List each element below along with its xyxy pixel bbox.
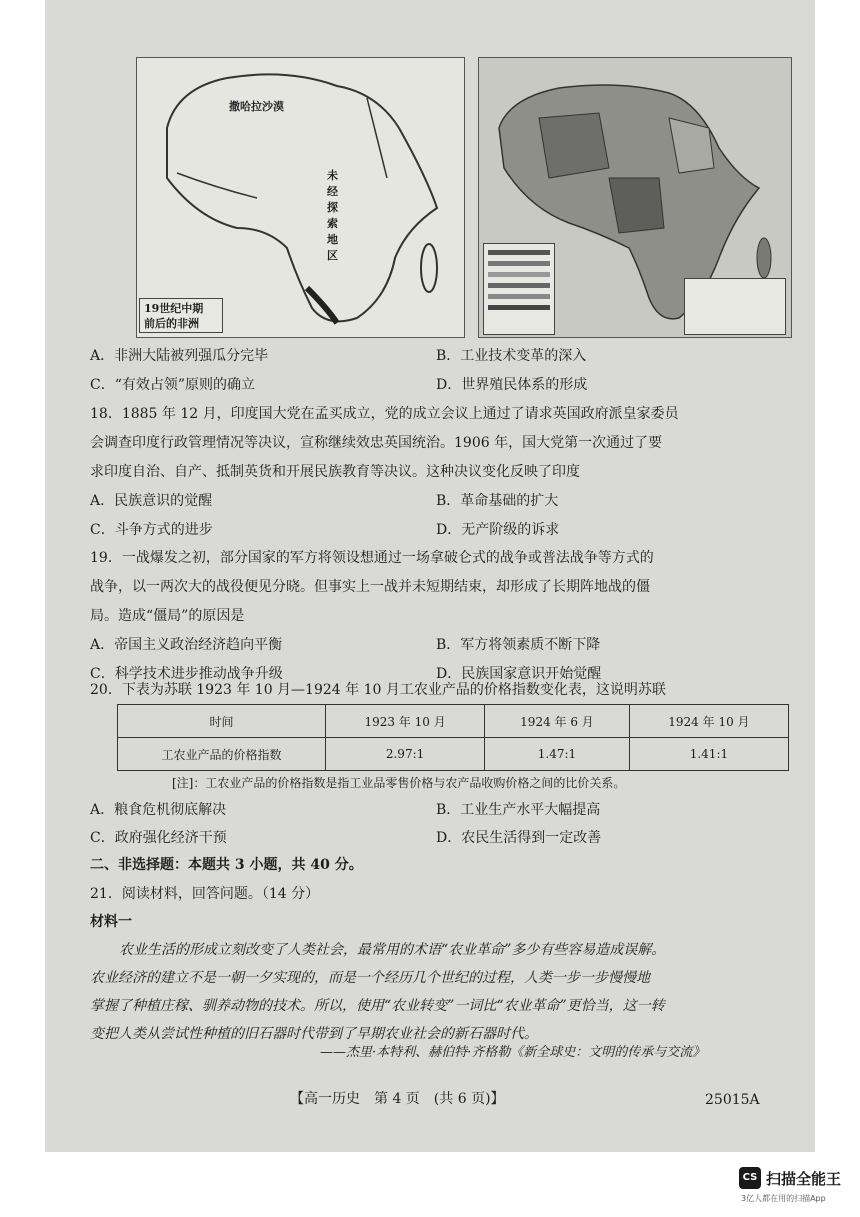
camscanner-name: 扫描全能王 <box>766 1170 842 1188</box>
q19-option-c[interactable]: C．科学技术进步推动战争升级 <box>90 666 283 682</box>
q20-option-a[interactable]: A．粮食危机彻底解决 <box>90 802 227 818</box>
map-inset <box>684 278 786 335</box>
map-caption: 19世纪中期 前后的非洲 <box>139 298 223 333</box>
table-header-cell: 1923 年 10 月 <box>326 705 485 738</box>
q19-option-d[interactable]: D．民族国家意识开始觉醒 <box>436 666 602 682</box>
q17-option-b[interactable]: B．工业技术变革的深入 <box>436 348 587 364</box>
table-row-label: 工农业产品的价格指数 <box>118 738 326 771</box>
material-line-2: 农业经济的建立不是一朝一夕实现的，而是一个经历几个世纪的过程，人类一步一步慢慢地 <box>90 970 650 986</box>
table-header-cell: 时间 <box>118 705 326 738</box>
q17-option-d[interactable]: D．世界殖民体系的形成 <box>436 377 588 393</box>
camscanner-logo-icon: CS <box>739 1167 761 1189</box>
q19-option-a[interactable]: A．帝国主义政治经济趋向平衡 <box>90 637 283 653</box>
q19-stem-line-1: 19．一战爆发之初，部分国家的军方将领设想通过一场拿破仑式的战争或普法战争等方式的 <box>90 550 654 566</box>
q18-option-d[interactable]: D．无产阶级的诉求 <box>436 522 560 538</box>
material-line-1: 农业生活的形成立刻改变了人类社会，最常用的术语“农业革命”多少有些容易造成误解。 <box>119 942 666 958</box>
table-note: [注]：工农业产品的价格指数是指工业品零售价格与农产品收购价格之间的比价关系。 <box>172 776 626 790</box>
camscanner-tagline: 3亿人都在用的扫描App <box>741 1194 826 1203</box>
map-africa-19th-century <box>136 57 465 338</box>
map-africa-colonial <box>478 57 792 338</box>
map-legend <box>483 243 555 335</box>
q17-option-c[interactable]: C．“有效占领”原则的确立 <box>90 377 256 393</box>
table-cell: 1.47:1 <box>485 738 630 771</box>
table-header-cell: 1924 年 10 月 <box>629 705 788 738</box>
paper-code: 25015A <box>705 1092 760 1108</box>
section-heading: 二、非选择题：本题共 3 小题，共 40 分。 <box>90 857 363 873</box>
q18-option-b[interactable]: B．革命基础的扩大 <box>436 493 559 509</box>
q18-stem-line-1: 18．1885 年 12 月，印度国大党在孟买成立，党的成立会议上通过了请求英国政府派皇家委员 <box>90 406 679 422</box>
unexplored-area-label: 未 经 探 索 地 区 <box>327 169 338 262</box>
material-line-4: 变把人类从尝试性种植的旧石器时代带到了早期农业社会的新石器时代。 <box>90 1026 538 1042</box>
q19-option-b[interactable]: B．军方将领素质不断下降 <box>436 637 601 653</box>
table-cell: 1.41:1 <box>629 738 788 771</box>
q18-option-c[interactable]: C．斗争方式的进步 <box>90 522 213 538</box>
q20-stem: 20．下表为苏联 1923 年 10 月—1924 年 10 月工农业产品的价格指数变化表，这说明苏联 <box>90 682 666 698</box>
q19-stem-line-2: 战争，以一两次大的战役便见分晓。但事实上一战并未短期结束，却形成了长期阵地战的僵 <box>90 579 650 595</box>
material-line-3: 掌握了种植庄稼、驯养动物的技术。所以，使用“农业转变”一词比“农业革命”更恰当，这一转 <box>90 998 665 1014</box>
material-citation: ——杰里·本特利、赫伯特·齐格勒《新全球史：文明的传承与交流》 <box>320 1045 706 1060</box>
africa-outline-map <box>137 58 464 337</box>
table-header-row <box>118 705 789 738</box>
q21-title: 21．阅读材料，回答问题。（14 分） <box>90 886 320 902</box>
material-title: 材料一 <box>90 914 132 930</box>
price-index-table <box>117 704 789 771</box>
q18-stem-line-3: 求印度自治、自产、抵制英货和开展民族教育等决议。这种决议变化反映了印度 <box>90 464 580 480</box>
q20-option-c[interactable]: C．政府强化经济干预 <box>90 830 227 846</box>
sahara-label: 撒哈拉沙漠 <box>229 100 284 113</box>
q20-option-d[interactable]: D．农民生活得到一定改善 <box>436 830 602 846</box>
table-row <box>118 738 789 771</box>
page-footer: 【高一历史 第 4 页 (共 6 页)】 <box>290 1091 505 1107</box>
q18-option-a[interactable]: A．民族意识的觉醒 <box>90 493 213 509</box>
table-cell: 2.97:1 <box>326 738 485 771</box>
q17-option-a[interactable]: A．非洲大陆被列强瓜分完毕 <box>90 348 269 364</box>
q18-stem-line-2: 会调查印度行政管理情况等决议，宣称继续效忠英国统治。1906 年，国大党第一次通过了要 <box>90 435 663 451</box>
q19-stem-line-3: 局。造成“僵局”的原因是 <box>90 608 245 624</box>
table-header-cell: 1924 年 6 月 <box>485 705 630 738</box>
q20-option-b[interactable]: B．工业生产水平大幅提高 <box>436 802 601 818</box>
